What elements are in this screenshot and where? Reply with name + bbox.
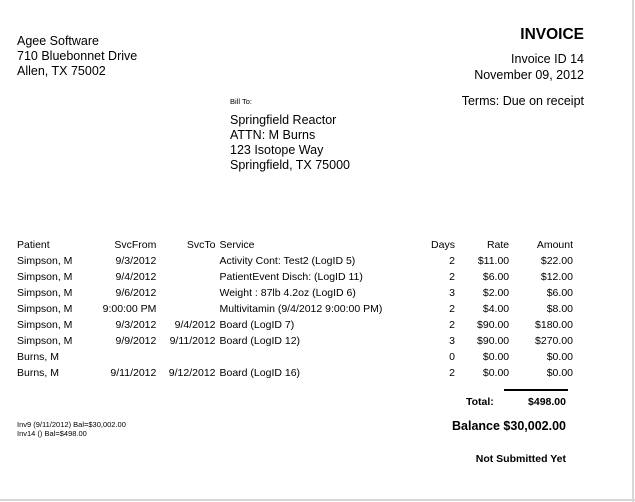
cell-rate: $90.00: [477, 335, 510, 347]
balance-note: Inv14 () Bal=$498.00: [17, 429, 87, 438]
bill-to-attn: ATTN: M Burns: [230, 128, 316, 142]
cell-days: 2: [449, 303, 455, 315]
cell-days: 2: [449, 319, 455, 331]
header-svc-to: SvcTo: [186, 238, 216, 251]
cell-svc-to: 9/11/2012: [169, 335, 216, 347]
submission-status: Not Submitted Yet: [475, 453, 566, 465]
balance-due: Balance $30,002.00: [452, 419, 566, 433]
bill-to-name: Springfield Reactor: [230, 113, 337, 127]
cell-service: Board (LogID 7): [219, 319, 295, 331]
table-row: [15, 365, 575, 381]
invoice-meta: [474, 51, 584, 83]
cell-amount: $22.00: [540, 255, 573, 267]
page-edge-bottom: [0, 499, 635, 501]
cell-rate: $2.00: [482, 287, 510, 299]
cell-amount: $0.00: [546, 351, 573, 363]
cell-rate: $4.00: [482, 303, 510, 315]
cell-service: Board (LogID 12): [219, 335, 301, 347]
cell-days: 3: [449, 335, 455, 347]
header-svc-from: SvcFrom: [114, 238, 157, 251]
cell-service: Activity Cont: Test2 (LogID 5): [219, 255, 356, 267]
cell-patient: Burns, M: [17, 351, 60, 363]
table-row: [15, 349, 575, 365]
header-days: Days: [431, 238, 455, 251]
cell-patient: Simpson, M: [17, 271, 73, 283]
cell-svc-to: [158, 285, 217, 301]
cell-patient: Simpson, M: [17, 287, 73, 299]
cell-days: 2: [449, 271, 455, 283]
cell-svc-to: 9/12/2012: [168, 367, 216, 379]
cell-svc-from: 9/3/2012: [115, 255, 157, 267]
cell-rate: $0.00: [482, 367, 510, 379]
cell-svc-from: 9/6/2012: [115, 287, 157, 299]
table-row: [15, 285, 575, 301]
cell-patient: Simpson, M: [17, 303, 73, 315]
cell-svc-to: [158, 253, 217, 269]
header-patient: Patient: [17, 238, 50, 251]
cell-patient: Simpson, M: [17, 335, 73, 347]
cell-rate: $0.00: [482, 351, 510, 363]
cell-amount: $270.00: [535, 335, 573, 347]
total-rule: [504, 389, 568, 391]
bill-to-label: Bill To:: [230, 97, 252, 106]
cell-rate: $11.00: [477, 255, 510, 267]
cell-amount: $12.00: [540, 271, 573, 283]
cell-patient: Simpson, M: [17, 319, 73, 331]
bill-to-city: Springfield, TX 75000: [230, 158, 350, 172]
cell-days: 2: [449, 367, 455, 379]
cell-patient: Simpson, M: [17, 255, 73, 267]
cell-service: PatientEvent Disch: (LogID 11): [219, 271, 363, 283]
cell-days: 3: [449, 287, 455, 299]
table-row: [15, 301, 575, 317]
invoice-title: INVOICE: [520, 26, 584, 43]
cell-svc-to: [158, 349, 217, 365]
cell-service: [218, 349, 415, 365]
table-row: [15, 317, 575, 333]
cell-days: 2: [449, 255, 455, 267]
total-label: Total:: [466, 396, 494, 408]
cell-amount: $180.00: [535, 319, 573, 331]
table-row: [15, 269, 575, 285]
company-name: Agee Software: [17, 34, 99, 48]
cell-service: Multivitamin (9/4/2012 9:00:00 PM): [219, 303, 383, 315]
cell-svc-from: 9/9/2012: [115, 335, 157, 347]
table-row: [15, 333, 575, 349]
cell-service: Board (LogID 16): [219, 367, 301, 379]
balance-note: Inv9 (9/11/2012) Bal=$30,002.00: [17, 420, 126, 429]
cell-rate: $90.00: [477, 319, 510, 331]
bill-to-address: [230, 113, 350, 173]
company-address-line1: 710 Bluebonnet Drive: [17, 49, 138, 63]
cell-rate: $6.00: [482, 271, 510, 283]
cell-svc-to: [158, 301, 217, 317]
invoice-id: Invoice ID 14: [511, 52, 584, 66]
cell-svc-to: 9/4/2012: [174, 319, 216, 331]
company-address: [17, 34, 137, 79]
invoice-balance-notes: [17, 420, 126, 438]
invoice-date: November 09, 2012: [474, 68, 584, 82]
cell-svc-from: 9/4/2012: [115, 271, 157, 283]
page-edge-right: [632, 0, 634, 502]
header-service: Service: [219, 238, 255, 251]
line-items-table: [15, 236, 575, 381]
cell-patient: Burns, M: [17, 367, 60, 379]
invoice-terms: Terms: Due on receipt: [461, 94, 584, 108]
cell-service: Weight : 87lb 4.2oz (LogID 6): [219, 287, 356, 299]
table-row: [15, 253, 575, 269]
cell-svc-to: [158, 269, 217, 285]
company-address-line2: Allen, TX 75002: [17, 64, 106, 78]
cell-svc-from: 9/11/2012: [110, 367, 157, 379]
cell-amount: $8.00: [546, 303, 573, 315]
cell-svc-from: 9:00:00 PM: [102, 303, 157, 315]
header-amount: Amount: [536, 238, 573, 251]
cell-amount: $0.00: [546, 367, 573, 379]
cell-svc-from: 9/3/2012: [115, 319, 157, 331]
header-rate: Rate: [486, 238, 510, 251]
cell-amount: $6.00: [546, 287, 573, 299]
table-header-row: [15, 236, 575, 253]
total-value: $498.00: [528, 396, 566, 408]
cell-svc-from: [95, 349, 158, 365]
bill-to-street: 123 Isotope Way: [230, 143, 324, 157]
cell-days: 0: [449, 351, 455, 363]
